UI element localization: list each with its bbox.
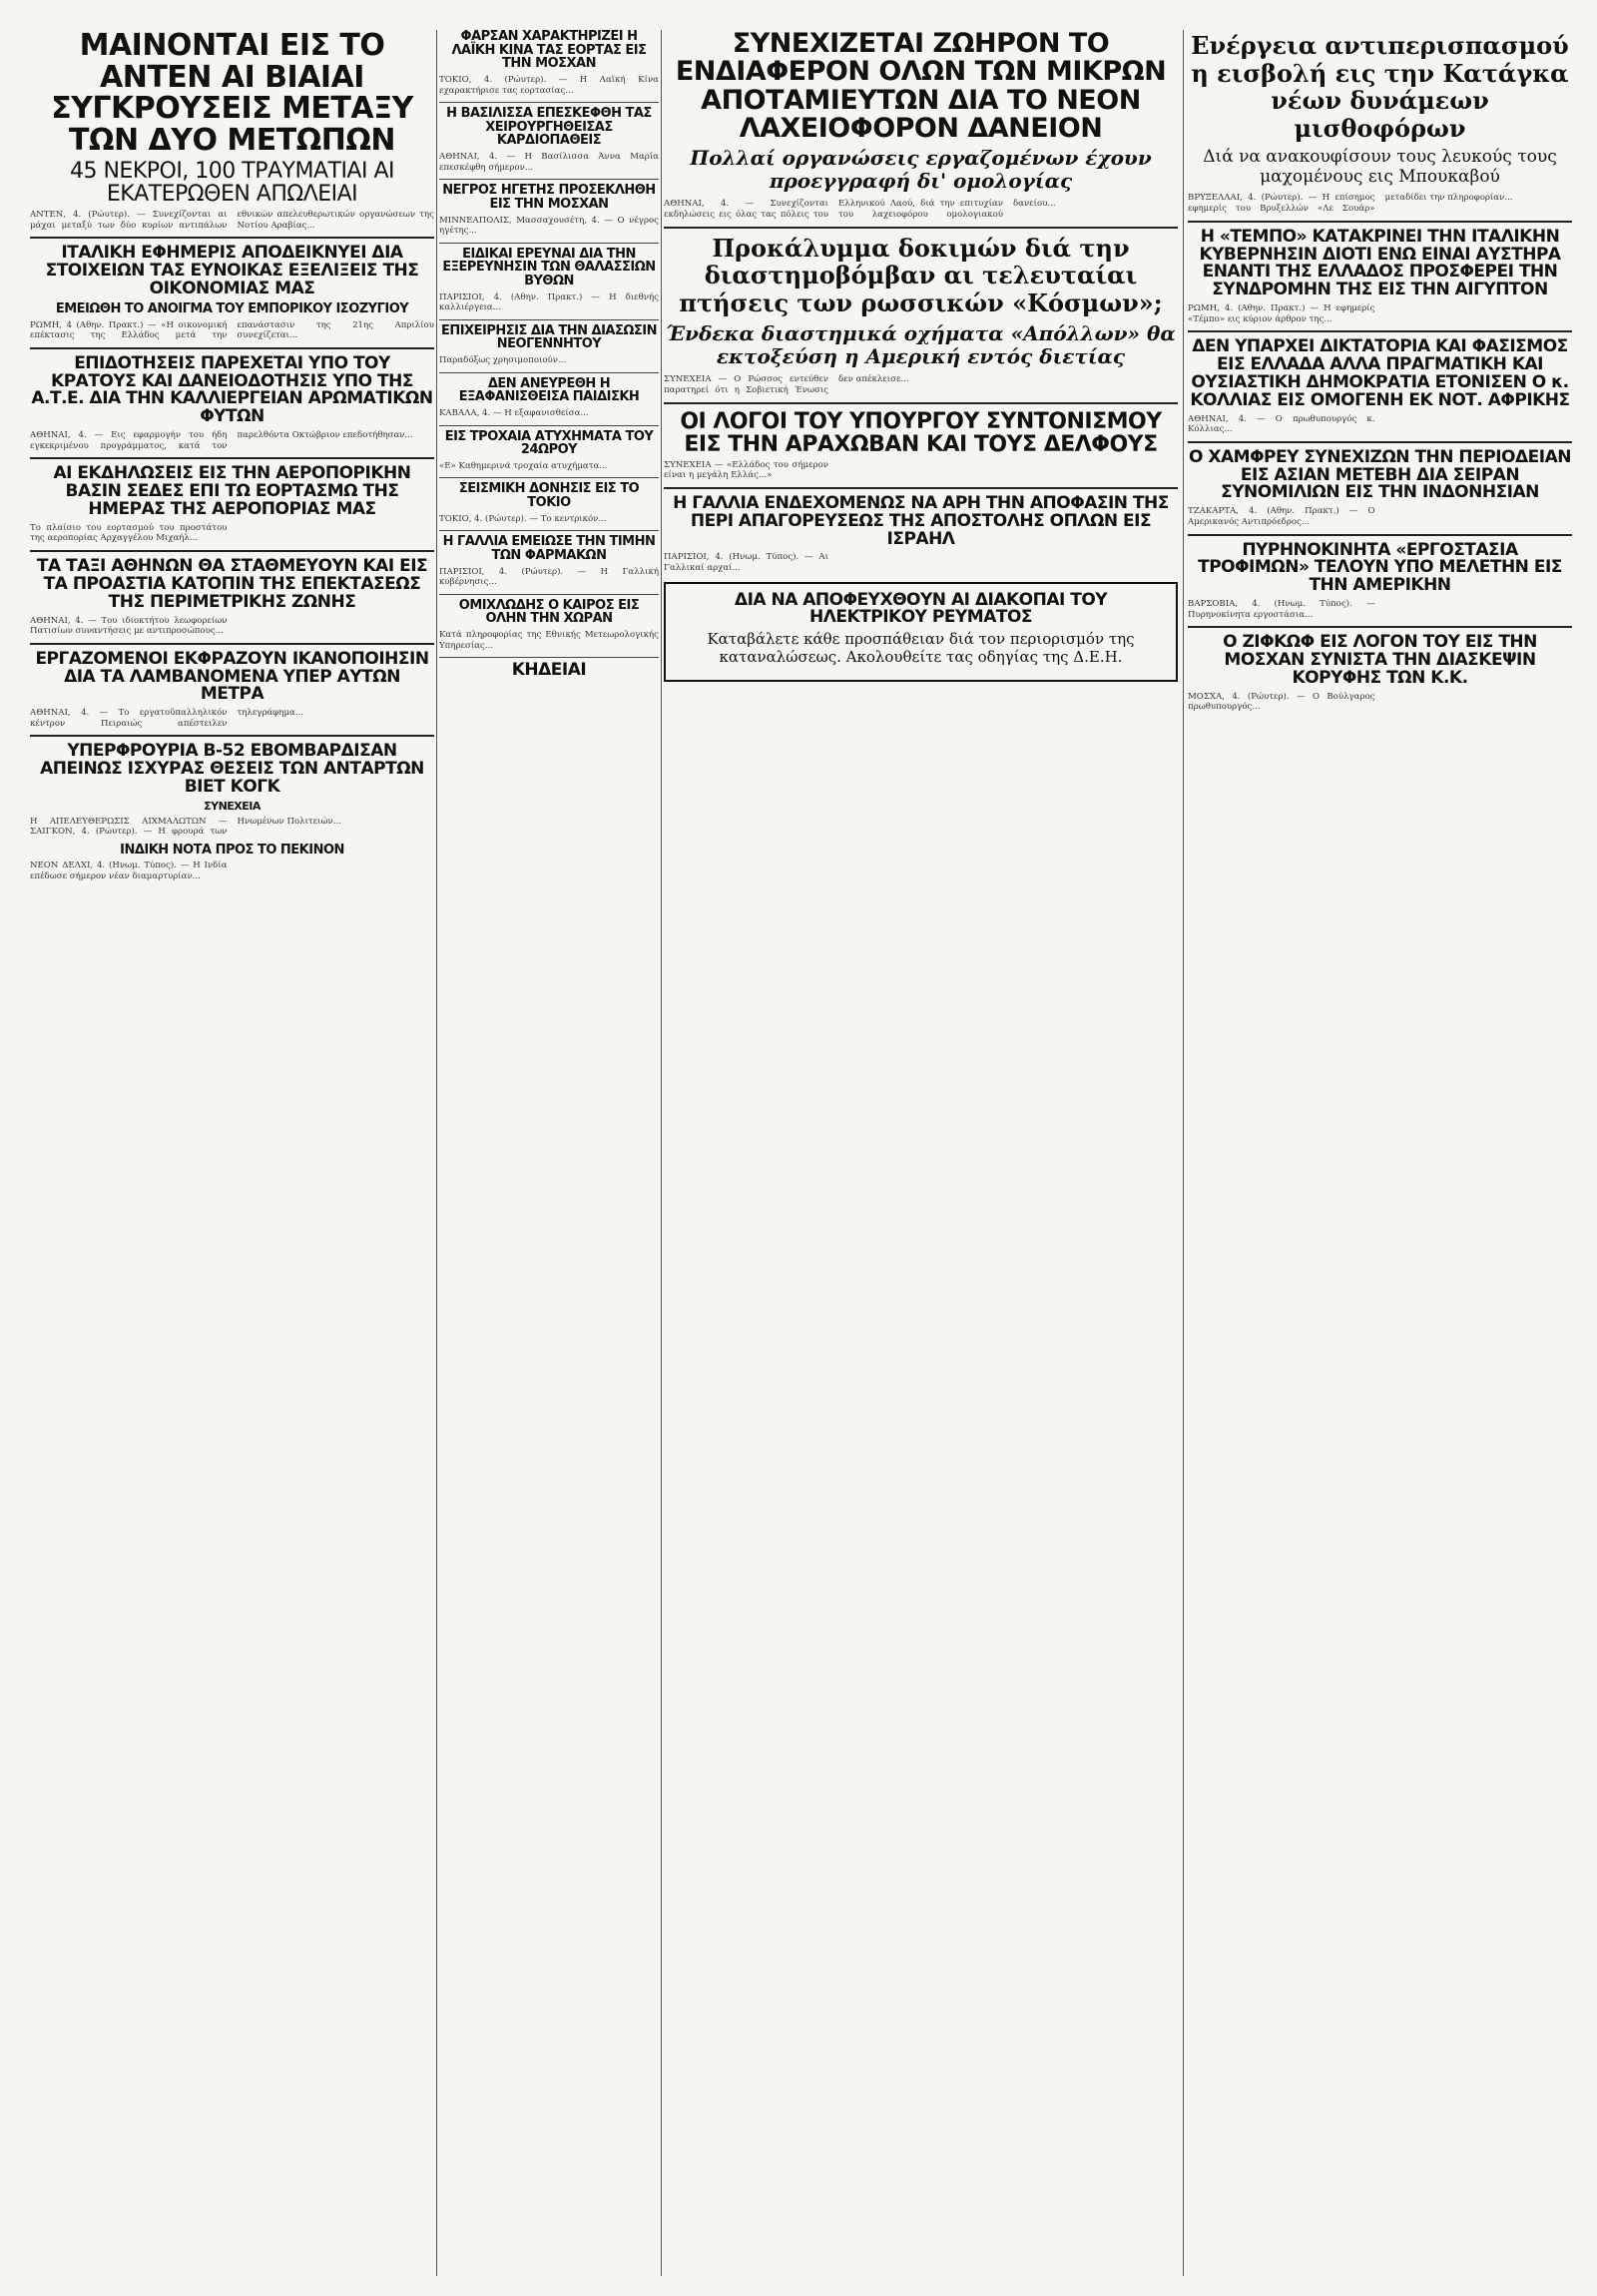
article-newborn xyxy=(439,355,659,366)
subheadline-loan: Πολλαί οργανώσεις εργαζομένων έχουν προεγγραφή δι' ομολογίας xyxy=(690,146,1152,194)
article-katanga-text: ΒΡΥΞΕΛΛΑΙ, 4. (Ρώυτερ). — Η επίσημος εφημερίς του Βρυξελλών «Λε Σουάρ» μεταδίδει την πληροφορίαν... xyxy=(1188,193,1513,215)
article-china-farce-text: ΤΟΚΙΟ, 4. (Ρώυτερ). — Η Λαϊκή Κίνα εχαρακτήρισε τας εορτασίας... xyxy=(439,74,659,96)
headline-tempo: Η «ΤΕΜΠΟ» ΚΑΤΑΚΡΙΝΕΙ ΤΗΝ ΙΤΑΛΙΚΗΝ ΚΥΒΕΡΝΗΣΙΝ ΔΙΟΤΙ ΕΝΩ ΕΙΝΑΙ ΑΥΣΤΗΡΑ ΕΝΑΝΤΙ ΤΗΣ ΕΛΛΑΔΟΣ ΠΡΟΣΦΕΡΕΙ ΤΗΝ ΣΥΝΔΡΟΜΗΝ ΤΗΣ ΕΙΣ ΤΗΝ ΑΙΓΥΠΤΟΝ xyxy=(1199,226,1561,300)
article-france-israel-text: ΠΑΡΙΣΙΟΙ, 4. (Ηνωμ. Τύπος). — Αι Γαλλικαί αρχαί... xyxy=(664,552,828,574)
article-india-note-text: ΝΕΟΝ ΔΕΛΧΙ, 4. (Ηνωμ. Τύπος). — Η Ινδία επέδωσε σήμερον νέαν διαμαρτυρίαν... xyxy=(30,861,228,881)
column-rule xyxy=(661,30,662,2276)
article-humphrey-text: ΤΖΑΚΑΡΤΑ, 4. (Αθην. Πρακτ.) — Ο Αμερικανός Αντιπρόεδρος... xyxy=(1188,506,1375,527)
article-airforce xyxy=(30,523,434,544)
headline-loan: ΣΥΝΕΧΙΖΕΤΑΙ ΖΩΗΡΟΝ ΤΟ ΕΝΔΙΑΦΕΡΟΝ ΟΛΩΝ ΤΩΝ ΜΙΚΡΩΝ ΑΠΟΤΑΜΙΕΥΤΩΝ ΔΙΑ ΤΟ ΝΕΟΝ ΛΑΧΕΙΟΦΟΡΟΝ ΔΑΝΕΙΟΝ xyxy=(675,30,1167,145)
article-italian-paper-text: ΡΩΜΗ, 4 (Αθην. Πρακτ.) — «Η οικονομική επέκτασις της Ελλάδος μετά την επανάστασιν της 21ης Απριλίου συνεχίζεται... xyxy=(30,319,434,341)
continuation-label: ΣΥΝΕΧΕΙΑ xyxy=(204,799,261,813)
article-china-farce xyxy=(439,75,659,96)
headline-democracy: ΔΕΝ ΥΠΑΡΧΕΙ ΔΙΚΤΑΤΟΡΙΑ ΚΑΙ ΦΑΣΙΣΜΟΣ ΕΙΣ ΕΛΛΑΔΑ ΑΛΛΑ ΠΡΑΓΜΑΤΙΚΗ ΚΑΙ ΟΥΣΙΑΣΤΙΚΗ ΔΗΜΟΚΡΑΤΙΑ ΕΤΟΝΙΣΕΝ Ο κ. ΚΟΛΛΙΑΣ ΕΙΣ ΟΜΟΓΕΝΗ ΕΚ ΝΟΤ. ΑΦΡΙΚΗΣ xyxy=(1190,336,1570,410)
headline-india-note: ΙΝΔΙΚΗ ΝΟΤΑ ΠΡΟΣ ΤΟ ΠΕΚΙΝΟΝ xyxy=(120,842,344,858)
headline-drug-prices: Η ΓΑΛΛΙΑ ΕΜΕΙΩΣΕ ΤΗΝ ΤΙΜΗΝ ΤΩΝ ΦΑΡΜΑΚΩΝ xyxy=(442,534,656,563)
power-notice-text: Καταβάλετε κάθε προσπάθειαν διά τον περιορισμόν της καταναλώσεως. Ακολουθείτε τας οδηγίας της Δ.Ε.Η. xyxy=(707,630,1135,666)
article-katanga xyxy=(1188,193,1572,214)
article-queen-text: ΑΘΗΝΑΙ, 4. — Η Βασίλισσα Άννα Μαρία επεσκέφθη σήμερον... xyxy=(439,152,659,173)
article-accidents xyxy=(439,461,659,472)
column-center xyxy=(664,30,1178,690)
article-taxis-text: ΑΘΗΝΑΙ, 4. — Του ιδιοκτήτου λεωφορείων Πατισίων συναντήσεις με αντιπροσώπους... xyxy=(30,615,228,637)
headline-taxis: ΤΑ ΤΑΞΙ ΑΘΗΝΩΝ ΘΑ ΣΤΑΘΜΕΥΟΥΝ ΚΑΙ ΕΙΣ ΤΑ ΠΡΟΑΣΤΙΑ ΚΑΤΟΠΙΝ ΤΗΣ ΕΠΕΚΤΑΣΕΩΣ ΤΗΣ ΠΕΡΙΜΕΤΡΙΚΗΣ ΖΩΝΗΣ xyxy=(36,556,428,612)
article-france-israel xyxy=(664,552,1178,573)
headline-sea-research: ΕΙΔΙΚΑΙ ΕΡΕΥΝΑΙ ΔΙΑ ΤΗΝ ΕΞΕΡΕΥΝΗΣΙΝ ΤΩΝ ΘΑΛΑΣΣΙΩΝ ΒΥΘΩΝ xyxy=(442,246,656,288)
article-sea-research xyxy=(439,292,659,313)
article-weather xyxy=(439,630,659,651)
headline-queen: Η ΒΑΣΙΛΙΣΣΑ ΕΠΕΣΚΕΦΘΗ ΤΑΣ ΧΕΙΡΟΥΡΓΗΘΕΙΣΑΣ ΚΑΡΔΙΟΠΑΘΕΙΣ xyxy=(446,106,652,149)
headline-zhivkov: Ο ΖΙΦΚΩΦ ΕΙΣ ΛΟΓΟΝ ΤΟΥ ΕΙΣ ΤΗΝ ΜΟΣΧΑΝ ΣΥΝΙΣΤΑ ΤΗΝ ΔΙΑΣΚΕΨΙΝ ΚΟΡΥΦΗΣ ΤΩΝ Κ.Κ. xyxy=(1223,632,1537,688)
article-aden xyxy=(30,210,434,231)
article-b52-text: Η ΑΠΕΛΕΥΘΕΡΩΣΙΣ ΑΙΧΜΑΛΩΤΩΝ — ΣΑΙΓΚΟΝ, 4. (Ρώυτερ). — Η φρουρά των Ηνωμένων Πολιτειών... xyxy=(30,816,341,838)
headline-humphrey: Ο ΧΑΜΦΡΕΥ ΣΥΝΕΧΙΖΩΝ ΤΗΝ ΠΕΡΙΟΔΕΙΑΝ ΕΙΣ ΑΣΙΑΝ ΜΕΤΕΒΗ ΔΙΑ ΣΕΙΡΑΝ ΣΥΝΟΜΙΛΙΩΝ ΕΙΣ ΤΗΝ ΙΝΔΟΝΗΣΙΑΝ xyxy=(1189,446,1571,503)
headline-france-israel: Η ΓΑΛΛΙΑ ΕΝΔΕΧΟΜΕΝΩΣ ΝΑ ΑΡΗ ΤΗΝ ΑΠΟΦΑΣΙΝ ΤΗΣ ΠΕΡΙ ΑΠΑΓΟΡΕΥΣΕΩΣ ΤΗΣ ΑΠΟΣΤΟΛΗΣ ΟΠΛΩΝ ΕΙΣ ΙΣΡΑΗΛ xyxy=(673,492,1169,549)
headline-earthquake: ΣΕΙΣΜΙΚΗ ΔΟΝΗΣΙΣ ΕΙΣ ΤΟ ΤΟΚΙΟ xyxy=(458,481,640,511)
article-loan-text: ΑΘΗΝΑΙ, 4. — Συνεχίζονται εκδηλώσεις εις όλας τας πόλεις του Ελληνικού Λαού, διά την επιτυχίαν του λαχειοφόρου ομολογιακού δανείου... xyxy=(664,199,1056,220)
article-negro-leader xyxy=(439,216,659,237)
article-zhivkov xyxy=(1188,692,1572,713)
article-drug-prices-text: ΠΑΡΙΣΙΟΙ, 4. (Ρώυτερ). — Η Γαλλική κυβέρνησις... xyxy=(439,566,659,588)
article-sea-research-text: ΠΑΡΙΣΙΟΙ, 4. (Αθην. Πρακτ.) — Η διεθνής καλλιέργεια... xyxy=(439,291,659,313)
column-narrow xyxy=(439,30,659,684)
article-italian-paper xyxy=(30,320,434,341)
article-tempo xyxy=(1188,303,1572,324)
article-accidents-text: «Ε» Καθημερινά τροχαία ατυχήματα... xyxy=(439,460,608,471)
headline-newborn: ΕΠΙΧΕΙΡΗΣΙΣ ΔΙΑ ΤΗΝ ΔΙΑΣΩΣΙΝ ΝΕΟΓΕΝΝΗΤΟΥ xyxy=(441,322,657,352)
column-right xyxy=(1188,30,1572,719)
subheadline-apollo: Ένδεκα διαστημικά οχήματα «Απόλλων» θα εκτοξεύση η Αμερική εντός διετίας xyxy=(666,321,1176,369)
headline-missing-girl: ΔΕΝ ΑΝΕΥΡΕΘΗ Η ΕΞΑΦΑΝΙΣΘΕΙΣΑ ΠΑΙΔΙΣΚΗ xyxy=(458,375,640,405)
article-negro-leader-text: ΜΙΝΝΕΑΠΟΛΙΣ, Μασσαχουσέτη, 4. — Ο νέγρος ηγέτης... xyxy=(439,215,659,237)
headline-b52: ΥΠΕΡΦΡΟΥΡΙΑ Β-52 ΕΒΟΜΒΑΡΔΙΣΑΝ ΑΠΕΙΝΩΣ ΙΣΧΥΡΑΣ ΘΕΣΕΙΣ ΤΩΝ ΑΝΤΑΡΤΩΝ ΒΙΕΤ ΚΟΓΚ xyxy=(40,741,424,798)
headline-negro-leader: ΝΕΓΡΟΣ ΗΓΕΤΗΣ ΠΡΟΣΕΚΛΗΘΗ ΕΙΣ ΤΗΝ ΜΟΣΧΑΝ xyxy=(442,183,656,212)
column-rule xyxy=(436,30,437,2276)
article-democracy xyxy=(1188,414,1572,435)
article-aden-text: ΑΝΤΕΝ, 4. (Ρώυτερ). — Συνεχίζονται αι μάχαι μεταξύ των δύο κυρίων αντιπάλων εθνικών απελευθερωτικών οργανώσεων της Νοτίου Αραβίας... xyxy=(30,210,434,231)
article-weather-text: Κατά πληροφορίας της Εθνικής Μετεωρολογικής Υπηρεσίας... xyxy=(439,630,659,651)
headline-minister-speech: ΟΙ ΛΟΓΟΙ ΤΟΥ ΥΠΟΥΡΓΟΥ ΣΥΝΤΟΝΙΣΜΟΥ ΕΙΣ ΤΗΝ ΑΡΑΧΩΒΑΝ ΚΑΙ ΤΟΥΣ ΔΕΛΦΟΥΣ xyxy=(680,408,1162,457)
column-rule xyxy=(1183,30,1184,2276)
article-loan xyxy=(664,199,1178,220)
headline-accidents: ΕΙΣ ΤΡΟΧΑΙΑ ΑΤΥΧΗΜΑΤΑ ΤΟΥ 24ΩΡΟΥ xyxy=(444,428,654,458)
headline-workers: ΕΡΓΑΖΟΜΕΝΟΙ ΕΚΦΡΑΖΟΥΝ ΙΚΑΝΟΠΟΙΗΣΙΝ ΔΙΑ ΤΑ ΛΑΜΒΑΝΟΜΕΝΑ ΥΠΕΡ ΑΥΤΩΝ ΜΕΤΡΑ xyxy=(35,648,429,705)
subheadline-katanga: Διά να ανακουφίσουν τους λευκούς τους μαχομένους εις Μπουκαβού xyxy=(1203,147,1557,187)
headline-china-farce: ΦΑΡΣΑΝ ΧΑΡΑΚΤΗΡΙΖΕΙ Η ΛΑΪΚΗ ΚΙΝΑ ΤΑΣ ΕΟΡΤΑΣ ΕΙΣ ΤΗΝ ΜΟΣΧΑΝ xyxy=(451,30,647,72)
headline-airforce: ΑΙ ΕΚΔΗΛΩΣΕΙΣ ΕΙΣ ΤΗΝ ΑΕΡΟΠΟΡΙΚΗΝ ΒΑΣΙΝ ΣΕΔΕΣ ΕΠΙ ΤΩ ΕΟΡΤΑΣΜΩ ΤΗΣ ΗΜΕΡΑΣ ΤΗΣ ΑΕΡΟΠΟΡΙΑΣ ΜΑΣ xyxy=(53,463,411,519)
article-space-bomb xyxy=(664,374,1178,395)
article-space-bomb-text: ΣΥΝΕΧΕΙΑ — Ο Ρώσσος εντεύθεν παρατηρεί ότι η Σοβιετική Ένωσις δεν απέκλεισε... xyxy=(664,374,909,395)
article-workers-text: ΑΘΗΝΑΙ, 4. — Το εργατοϋπαλληλικόν κέντρον Πειραιώς απέστειλεν τηλεγράφημα... xyxy=(30,708,304,729)
power-notice-title: ΔΙΑ ΝΑ ΑΠΟΦΕΥΧΘΟΥΝ ΑΙ ΔΙΑΚΟΠΑΙ ΤΟΥ ΗΛΕΚΤΡΙΚΟΥ ΡΕΥΜΑΤΟΣ xyxy=(734,589,1108,628)
headline-katanga: Ενέργεια αντιπερισπασμού η εισβολή εις την Κατάγκα νέων δυνάμεων μισθοφόρων xyxy=(1191,31,1569,143)
article-minister-speech xyxy=(664,460,1178,481)
power-notice-box xyxy=(664,582,1178,682)
article-earthquake xyxy=(439,514,659,525)
headline-space-bomb: Προκάλυμμα δοκιμών διά την διαστημοβόμβαν αι τελευταίαι πτήσεις των ρωσσικών «Κόσμων»; xyxy=(679,233,1163,317)
article-india-note xyxy=(30,861,434,881)
article-missing-girl-text: ΚΑΒΑΛΑ, 4. — Η εξαφανισθείσα... xyxy=(439,407,589,418)
article-b52 xyxy=(30,817,434,838)
article-queen xyxy=(439,152,659,173)
article-minister-speech-text: ΣΥΝΕΧΕΙΑ — «Ελλάδος του σήμερον είναι η μεγάλη Ελλάς...» xyxy=(664,459,828,481)
subheadline-aden: 45 ΝΕΚΡΟΙ, 100 ΤΡΑΥΜΑΤΙΑΙ ΑΙ ΕΚΑΤΕΡΩΘΕΝ ΑΠΩΛΕΙΑΙ xyxy=(69,159,395,208)
column-left xyxy=(30,30,434,888)
article-workers xyxy=(30,708,434,729)
article-democracy-text: ΑΘΗΝΑΙ, 4. — Ο πρωθυπουργός κ. Κόλλιας... xyxy=(1188,413,1375,435)
headline-italian-paper: ΙΤΑΛΙΚΗ ΕΦΗΜΕΡΙΣ ΑΠΟΔΕΙΚΝΥΕΙ ΔΙΑ ΣΤΟΙΧΕΙΩΝ ΤΑΣ ΕΥΝΟΙΚΑΣ ΕΞΕΛΙΞΕΙΣ ΤΗΣ ΟΙΚΟΝΟΜΙΑΣ ΜΑΣ xyxy=(45,243,419,299)
article-earthquake-text: ΤΟΚΙΟ, 4. (Ρώυτερ). — Το κεντρικόν... xyxy=(439,513,607,524)
headline-food-factories: ΠΥΡΗΝΟΚΙΝΗΤΑ «ΕΡΓΟΣΤΑΣΙΑ ΤΡΟΦΙΜΩΝ» ΤΕΛΟΥΝ ΥΠΟ ΜΕΛΕΤΗΝ ΕΙΣ ΤΗΝ ΑΜΕΡΙΚΗΝ xyxy=(1198,539,1562,596)
article-missing-girl xyxy=(439,408,659,419)
headline-subsidies: ΕΠΙΔΟΤΗΣΕΙΣ ΠΑΡΕΧΕΤΑΙ ΥΠΟ ΤΟΥ ΚΡΑΤΟΥΣ ΚΑΙ ΔΑΝΕΙΟΔΟΤΗΣΙΣ ΥΠΟ ΤΗΣ Α.Τ.Ε. ΔΙΑ ΤΗΝ ΚΑΛΛΙΕΡΓΕΙΑΝ ΑΡΩΜΑΤΙΚΩΝ ΦΥΤΩΝ xyxy=(31,352,433,427)
article-zhivkov-text: ΜΟΣΧΑ, 4. (Ρώυτερ). — Ο Βούλγαρος πρωθυπουργός... xyxy=(1188,691,1375,713)
article-subsidies xyxy=(30,430,434,451)
article-food-factories-text: ΒΑΡΣΟΒΙΑ, 4. (Ηνωμ. Τύπος). — Πυρηνοκίνητα εργοστάσια... xyxy=(1188,599,1375,620)
article-food-factories xyxy=(1188,599,1572,620)
headline-funerals: ΚΗΔΕΙΑΙ xyxy=(511,660,587,681)
article-subsidies-text: ΑΘΗΝΑΙ, 4. — Εις εφαρμογήν του ήδη εγκεκριμένου προγράμματος, κατά τον παρελθόντα Οκτώβριον επεδοτήθησαν... xyxy=(30,430,413,451)
headline-aden: ΜΑΙΝΟΝΤΑΙ ΕΙΣ ΤΟ ΑΝΤΕΝ ΑΙ ΒΙΑΙΑΙ ΣΥΓΚΡΟΥΣΕΙΣ ΜΕΤΑΞΥ ΤΩΝ ΔΥΟ ΜΕΤΩΠΩΝ xyxy=(51,30,413,158)
article-taxis xyxy=(30,616,434,637)
article-tempo-text: ΡΩΜΗ, 4. (Αθην. Πρακτ.) — Η εφημερίς «Τέμπο» εις κύριον άρθρον της... xyxy=(1188,303,1375,324)
article-drug-prices xyxy=(439,567,659,588)
article-airforce-text: Το πλαίσιο του εορτασμού του προστάτου της αεροπορίας Αρχαγγέλου Μιχαήλ... xyxy=(30,522,228,544)
article-humphrey xyxy=(1188,506,1572,527)
article-newborn-text: Παραδόξως χρησιμοποιούν... xyxy=(439,355,567,366)
subheadline-trade-balance: ΕΜΕΙΩΘΗ ΤΟ ΑΝΟΙΓΜΑ ΤΟΥ ΕΜΠΟΡΙΚΟΥ ΙΣΟΖΥΓΙΟΥ xyxy=(55,300,409,316)
headline-weather: ΟΜΙΧΛΩΔΗΣ Ο ΚΑΙΡΟΣ ΕΙΣ ΟΛΗΝ ΤΗΝ ΧΩΡΑΝ xyxy=(458,597,640,627)
